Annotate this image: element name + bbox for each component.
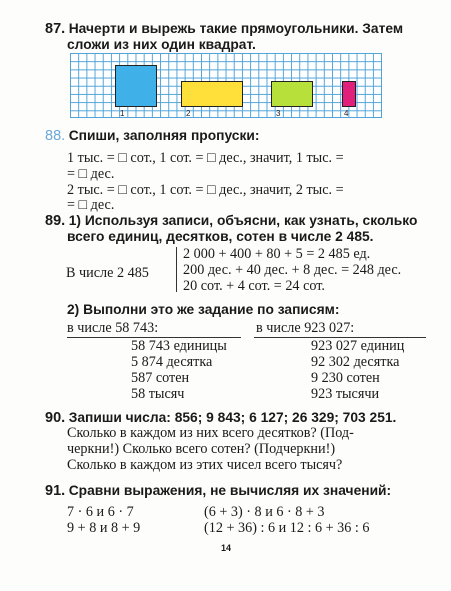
expression-a2: 9 + 8 и 8 + 9	[67, 520, 141, 536]
graph-paper-grid	[70, 53, 382, 118]
expression-b2: (12 + 36) : 6 и 12 : 6 + 36 : 6	[204, 520, 370, 536]
decomposition-line2: 200 дес. + 40 дес. + 8 дес. = 248 дес.	[183, 262, 402, 278]
exercise-89-line2: всего единиц, десятков, сотен в числе 2 485.	[67, 229, 374, 244]
decomposition-line3: 20 сот. + 4 сот. = 24 сот.	[183, 278, 325, 294]
left-column-row: 5 874 десятка	[131, 354, 213, 370]
exercise-88-head	[45, 127, 259, 145]
exercise-text: Сравни выражения, не вычисляя их значений:	[68, 483, 392, 498]
exercise-text: 1) Используя записи, объясни, как узнать, сколько	[68, 213, 418, 228]
exercise-number: 87.	[45, 21, 66, 37]
exercise-90-line2: Сколько в каждом из них всего десятков? (Под-	[67, 425, 354, 441]
rectangle-1	[115, 65, 157, 107]
in-number-label: В числе 2 485	[66, 265, 149, 281]
decomposition-line1: 2 000 + 400 + 80 + 5 = 2 485 ед.	[183, 246, 371, 262]
exercise-text: Спиши, заполняя пропуски:	[68, 128, 260, 143]
rectangle-label: 2	[186, 109, 191, 118]
exercise-number: 90.	[45, 410, 66, 426]
exercise-90-line4: Сколько в каждом из этих чисел всего тысяч?	[67, 457, 343, 473]
left-column-heading: в числе 58 743:	[67, 320, 159, 336]
left-column-row: 58 тысяч	[131, 386, 185, 402]
exercise-88-line1: 1 тыс. = □ сот., 1 сот. = □ дес., значит, 1 тыс. =	[67, 150, 344, 166]
exercise-number: 89.	[45, 213, 66, 229]
rectangle-3	[271, 81, 313, 107]
expression-b1: (6 + 3) · 8 и 6 · 8 + 3	[204, 504, 325, 520]
left-column-row: 58 743 единицы	[131, 338, 227, 354]
exercise-number: 91.	[45, 483, 66, 499]
rectangle-4	[342, 81, 356, 107]
exercise-88-line4: = □ дес.	[67, 197, 115, 213]
brace-line	[176, 247, 177, 292]
exercise-87-line2: сложи из них один квадрат.	[67, 37, 256, 52]
rectangle-label: 1	[120, 109, 125, 118]
right-column-row: 923 тысячи	[311, 386, 380, 402]
left-column-row: 587 сотен	[131, 370, 190, 386]
expression-a1: 7 · 6 и 6 · 7	[67, 504, 134, 520]
right-column-row: 923 027 единиц	[311, 338, 405, 354]
rectangle-label: 4	[344, 109, 349, 118]
rectangle-label: 3	[276, 109, 281, 118]
right-column-row: 92 302 десятка	[311, 354, 400, 370]
exercise-89-part2: 2) Выполни это же задание по записям:	[67, 302, 340, 317]
exercise-88-line3: 2 тыс. = □ сот., 1 сот. = □ дес., значит, 2 тыс. =	[67, 182, 344, 198]
exercise-number: 88.	[45, 128, 66, 144]
right-column-row: 9 230 сотен	[311, 370, 380, 386]
exercise-88-line2: = □ дес.	[67, 166, 115, 182]
page-number: 14	[221, 543, 232, 553]
exercise-text: Начерти и вырежь такие прямоугольники. Затем	[68, 21, 404, 36]
rectangle-2	[181, 81, 243, 107]
right-column-heading: в числе 923 027:	[256, 320, 355, 336]
exercise-91-head	[45, 482, 391, 500]
exercise-text: Запиши числа: 856; 9 843; 6 127; 26 329; 703 251.	[68, 410, 397, 425]
exercise-90-line3: черкни!) Сколько всего сотен? (Подчеркни!)	[67, 441, 336, 457]
